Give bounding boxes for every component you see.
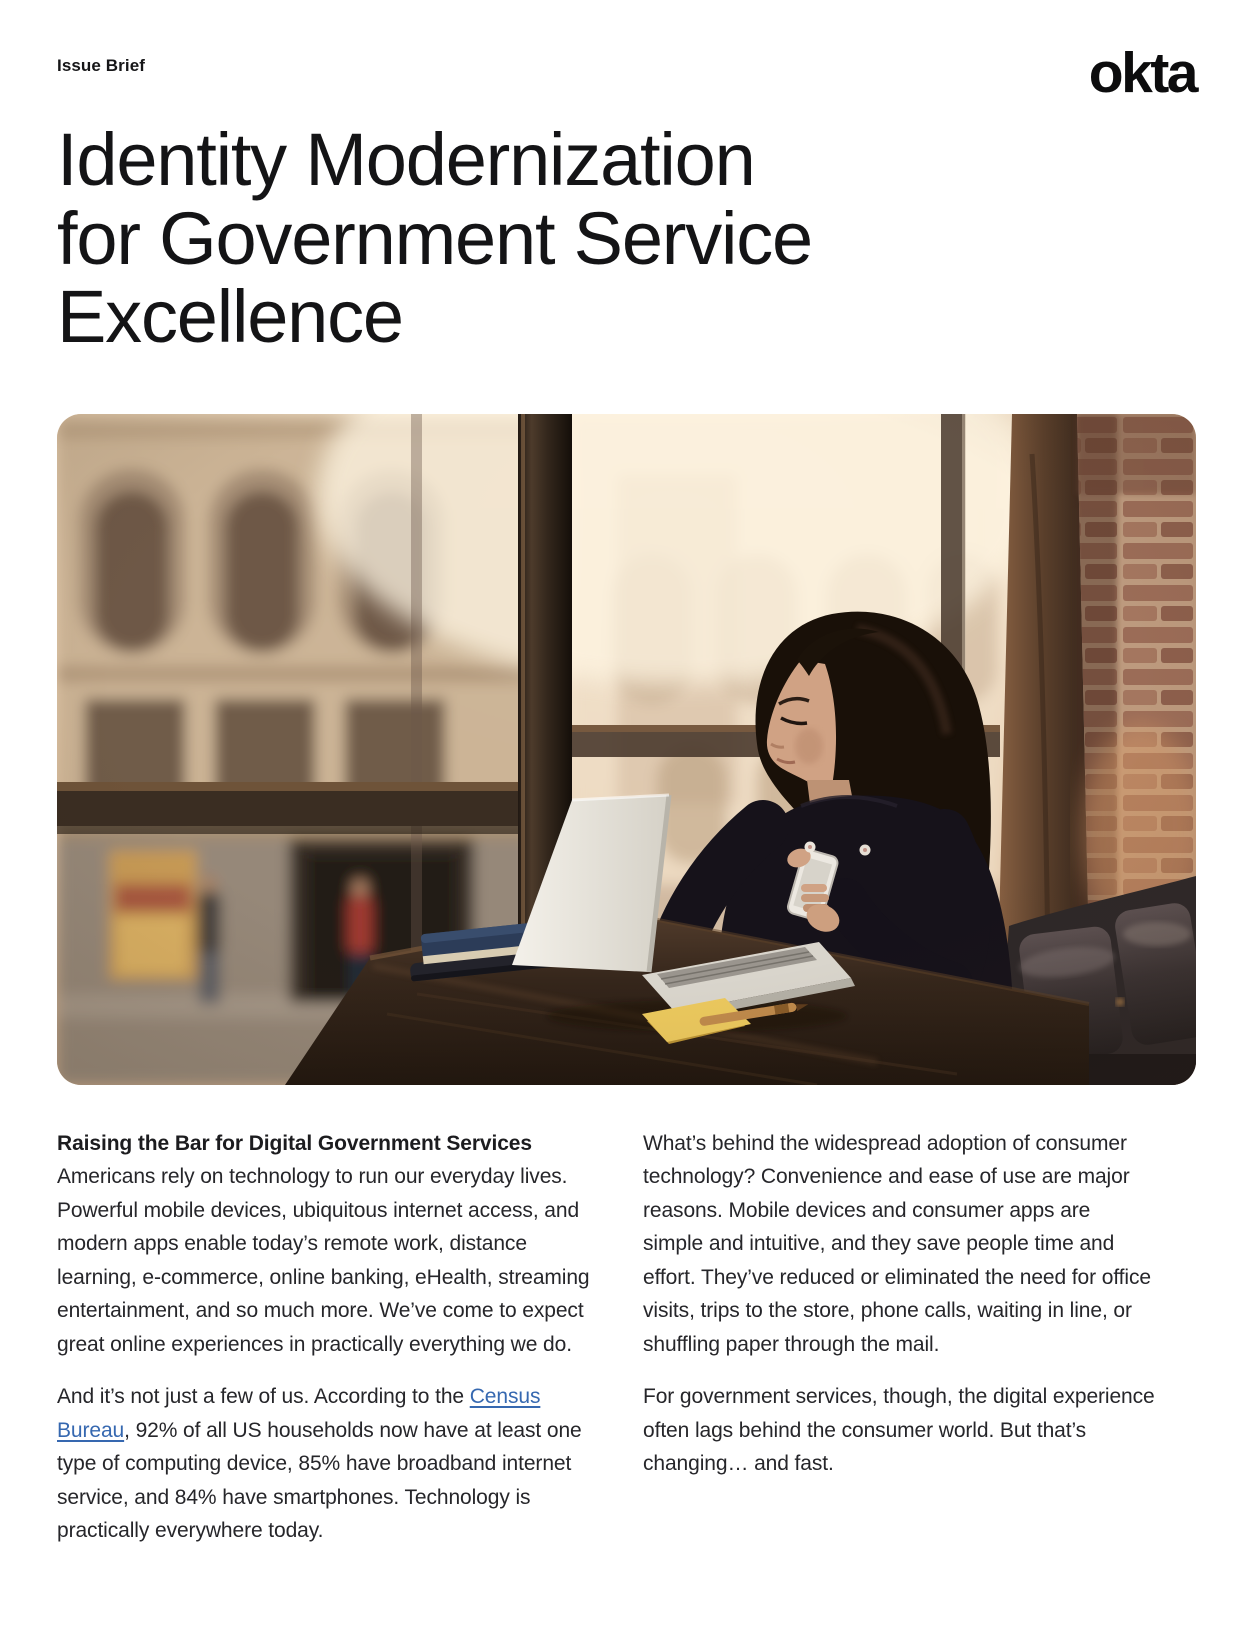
okta-logo: okta <box>1088 41 1196 105</box>
column-left <box>57 1127 595 1548</box>
paragraph-text: And it’s not just a few of us. According to the <box>57 1385 470 1409</box>
title-line-1: Identity Modernization <box>57 118 755 202</box>
column-right <box>643 1127 1155 1548</box>
body-columns <box>57 1127 1196 1548</box>
vignette <box>57 414 1196 1085</box>
census-bureau-link[interactable]: Census Bureau <box>57 1385 541 1442</box>
paragraph: Americans rely on technology to run our everyday lives. Powerful mobile devices, ubiquitous internet access, and modern apps enable today’s remote work, distance learning, e-commerce, online banking, eHealth, streaming entertainment, and so much more. We’ve come to expect great online experiences in practically everything we do. <box>57 1165 590 1356</box>
eyebrow-label: Issue Brief <box>57 56 146 75</box>
paragraph: What’s behind the widespread adoption of consumer technology? Convenience and ease of use are major reasons. Mobile devices and consumer apps are simple and intuitive, and they save people time and effort. They’ve reduced or eliminated the need for office visits, trips to the store, phone calls, waiting in line, or shuffling paper through the mail. <box>643 1131 1151 1356</box>
section-heading: Raising the Bar for Digital Government Services <box>57 1131 532 1155</box>
title-line-3: Excellence <box>57 275 403 359</box>
hero-illustration <box>57 414 1196 1085</box>
paragraph-text: , 92% of all US households now have at least one type of computing device, 85% have broadband internet service, and 84% have smartphones. Technology is practically everywhere today. <box>57 1418 582 1543</box>
page-header <box>57 0 1196 105</box>
title-line-2: for Government Service <box>57 196 813 280</box>
hero-image <box>57 414 1196 1085</box>
page-title <box>57 118 1196 359</box>
paragraph: For government services, though, the digital experience often lags behind the consumer world. But that’s changing… and fast. <box>643 1385 1155 1476</box>
paragraph <box>57 1380 595 1548</box>
